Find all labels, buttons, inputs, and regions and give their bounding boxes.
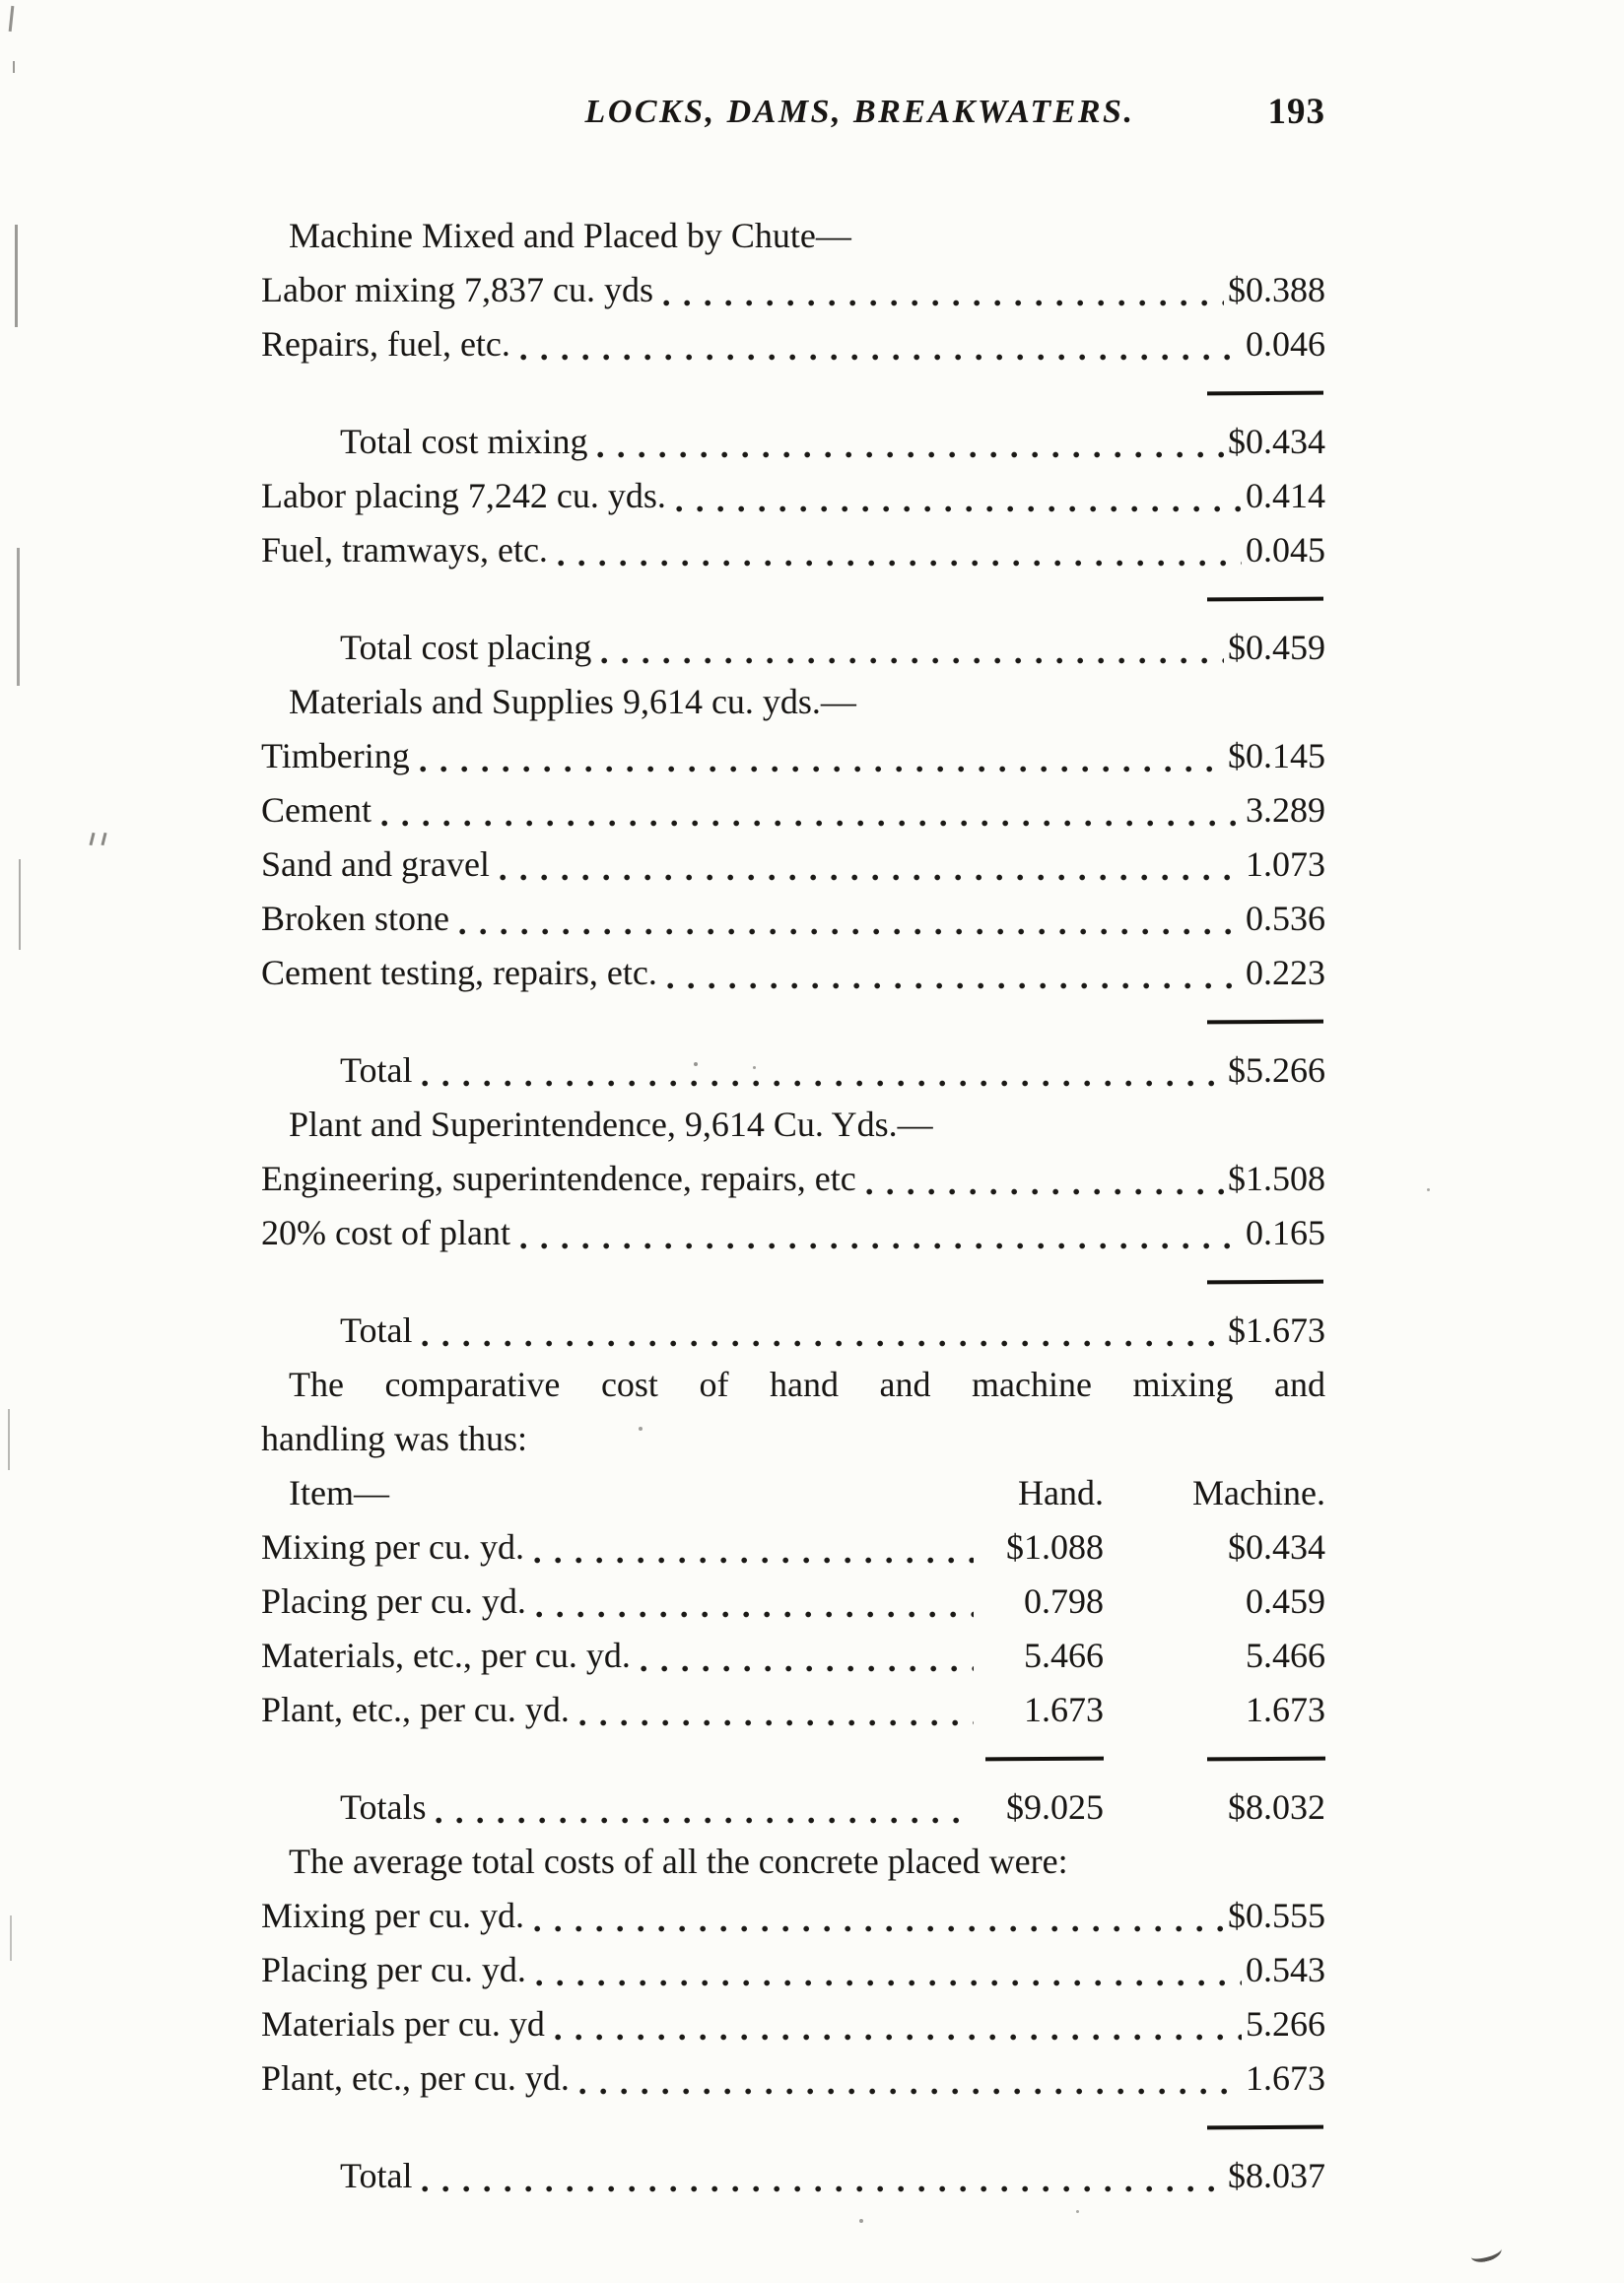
scan-speck: [753, 1066, 756, 1069]
machine-value: 1.673: [1246, 1690, 1325, 1729]
dot-leader: [420, 766, 1224, 772]
hand-value: 1.673: [1024, 1690, 1104, 1729]
column-header-hand: Hand.: [1018, 1473, 1104, 1512]
dot-leader: [641, 1665, 974, 1672]
row-value: 1.673: [1246, 2058, 1325, 2098]
dot-leader: [866, 1188, 1224, 1195]
avg-row-placing: [261, 1943, 1325, 1997]
row-fuel-tramways: [261, 523, 1325, 577]
row-label: Materials per cu. yd: [261, 2004, 545, 2044]
column-header-machine: Machine.: [1192, 1473, 1325, 1512]
dot-leader: [558, 560, 1242, 567]
dot-leader: [579, 2088, 1242, 2095]
row-value: 0.165: [1246, 1213, 1325, 1252]
sum-rule-row: [261, 1737, 1325, 1780]
dot-leader: [601, 657, 1224, 664]
dot-leader: [667, 982, 1242, 989]
row-label: 20% cost of plant: [261, 1213, 510, 1252]
row-total-cost-placing: [261, 621, 1325, 675]
dot-leader: [520, 354, 1242, 361]
scan-speck: [1076, 2210, 1079, 2213]
sum-rule: [1207, 1280, 1323, 1285]
row-value: $8.037: [1228, 2156, 1325, 2195]
row-label: Cement: [261, 790, 372, 830]
row-label: Fuel, tramways, etc.: [261, 530, 548, 570]
scan-artifact: [13, 61, 15, 73]
page-header: [261, 87, 1325, 138]
sum-rule-hand: [985, 1757, 1104, 1762]
machine-value: 5.466: [1246, 1636, 1325, 1675]
row-value: 0.414: [1246, 476, 1325, 515]
row-label: Plant, etc., per cu. yd.: [261, 1690, 570, 1729]
page-number: 193: [1267, 92, 1325, 132]
row-label: Mixing per cu. yd.: [261, 1896, 524, 1935]
row-label: Labor placing 7,242 cu. yds.: [261, 476, 666, 515]
row-label: Placing per cu. yd.: [261, 1581, 526, 1621]
scan-artifact: [17, 548, 20, 686]
machine-total: $8.032: [1228, 1787, 1325, 1827]
dot-leader: [536, 1611, 974, 1618]
scan-artifact: [9, 6, 15, 32]
dot-leader: [436, 1817, 974, 1824]
row-label: Repairs, fuel, etc.: [261, 324, 510, 364]
dot-leader: [555, 2034, 1242, 2041]
row-total-plant: [261, 1304, 1325, 1358]
sum-rule-machine: [1207, 1757, 1325, 1762]
scan-speck: [859, 2219, 863, 2223]
scan-artifact: [89, 833, 95, 845]
cost-statement: [261, 209, 1325, 2203]
row-value: $0.434: [1228, 422, 1325, 461]
hand-value: 0.798: [1024, 1581, 1104, 1621]
dot-leader: [422, 1080, 1224, 1087]
machine-value: $0.434: [1228, 1527, 1325, 1567]
row-value: 0.045: [1246, 530, 1325, 570]
dot-leader: [676, 505, 1242, 512]
dot-leader: [534, 1925, 1224, 1932]
dot-leader: [520, 1242, 1242, 1249]
row-value: 0.543: [1246, 1950, 1325, 1989]
comparison-header-row: [261, 1466, 1325, 1520]
row-label: Total cost mixing: [340, 422, 588, 461]
hand-total: $9.025: [1006, 1787, 1104, 1827]
row-value: $0.555: [1228, 1896, 1325, 1935]
row-repairs-fuel: [261, 317, 1325, 371]
row-value: $0.459: [1228, 628, 1325, 667]
dot-leader: [597, 451, 1224, 458]
row-total-cost-mixing: [261, 415, 1325, 469]
comparison-totals-row: [261, 1780, 1325, 1835]
scan-artifact: [8, 1409, 10, 1470]
section-heading-machine-mixed: Machine Mixed and Placed by Chute—: [289, 216, 851, 255]
row-label: Mixing per cu. yd.: [261, 1527, 524, 1567]
sum-rule: [1207, 597, 1323, 602]
row-label: Timbering: [261, 736, 410, 775]
row-label: Broken stone: [261, 899, 449, 938]
comparison-paragraph-line1: The comparative cost of hand and machine mixing and: [289, 1365, 1325, 1404]
row-value: $1.673: [1228, 1310, 1325, 1350]
scan-pen-mark: [1468, 2241, 1503, 2264]
row-sand-gravel: [261, 838, 1325, 892]
dot-leader: [422, 2185, 1224, 2192]
row-value: $0.145: [1228, 736, 1325, 775]
averages-paragraph: The average total costs of all the concrete placed were:: [289, 1842, 1068, 1881]
row-label: Sand and gravel: [261, 844, 490, 884]
row-label: Plant, etc., per cu. yd.: [261, 2058, 570, 2098]
comparison-row-plant: [261, 1683, 1325, 1737]
comparison-paragraph-line2: handling was thus:: [261, 1419, 527, 1458]
dot-leader: [663, 300, 1224, 306]
row-value: 0.223: [1246, 953, 1325, 992]
sum-rule: [1207, 391, 1323, 396]
dot-leader: [422, 1340, 1224, 1347]
row-label: Cement testing, repairs, etc.: [261, 953, 657, 992]
sum-rule-row: [261, 1000, 1325, 1043]
sum-rule: [1207, 2125, 1323, 2130]
row-label: Total: [340, 1310, 413, 1350]
scan-artifact: [19, 859, 21, 950]
sum-rule-row: [261, 1260, 1325, 1304]
dot-leader: [534, 1557, 974, 1564]
row-value: $5.266: [1228, 1050, 1325, 1090]
comparison-row-materials: [261, 1629, 1325, 1683]
section-heading-materials: Materials and Supplies 9,614 cu. yds.—: [289, 682, 856, 721]
row-engineering: [261, 1152, 1325, 1206]
row-label: Engineering, superintendence, repairs, etc: [261, 1159, 856, 1198]
row-labor-mixing: [261, 263, 1325, 317]
dot-leader: [579, 1719, 974, 1726]
row-label: Total: [340, 1050, 413, 1090]
row-plant-cost: [261, 1206, 1325, 1260]
row-value: 0.046: [1246, 324, 1325, 364]
row-cement: [261, 783, 1325, 838]
scan-speck: [639, 1427, 643, 1431]
avg-row-mixing: [261, 1889, 1325, 1943]
row-value: $0.388: [1228, 270, 1325, 309]
scan-artifact: [101, 833, 106, 845]
avg-row-materials: [261, 1997, 1325, 2051]
scan-artifact: [15, 225, 18, 327]
hand-value: $1.088: [1006, 1527, 1104, 1567]
running-title: LOCKS, DAMS, BREAKWATERS.: [584, 94, 1135, 130]
sum-rule-row: [261, 577, 1325, 621]
sum-rule-row: [261, 2106, 1325, 2149]
row-label: Placing per cu. yd.: [261, 1950, 526, 1989]
row-total-materials: [261, 1043, 1325, 1098]
comparison-row-mixing: [261, 1520, 1325, 1575]
row-label: Totals: [340, 1787, 427, 1827]
comparison-row-placing: [261, 1575, 1325, 1629]
sum-rule-row: [261, 371, 1325, 415]
row-label: Materials, etc., per cu. yd.: [261, 1636, 631, 1675]
hand-value: 5.466: [1024, 1636, 1104, 1675]
row-value: 1.073: [1246, 844, 1325, 884]
row-value: $1.508: [1228, 1159, 1325, 1198]
comparison-item-label: Item—: [289, 1473, 389, 1512]
row-grand-total: [261, 2149, 1325, 2203]
row-value: 3.289: [1246, 790, 1325, 830]
dot-leader: [536, 1980, 1242, 1986]
row-value: 0.536: [1246, 899, 1325, 938]
sum-rule: [1207, 1020, 1323, 1025]
scan-speck: [1427, 1188, 1430, 1191]
section-heading-plant: Plant and Superintendence, 9,614 Cu. Yds.—: [289, 1105, 933, 1144]
row-label: Total cost placing: [340, 628, 592, 667]
row-label: Total: [340, 2156, 413, 2195]
row-broken-stone: [261, 892, 1325, 946]
row-cement-testing: [261, 946, 1325, 1000]
dot-leader: [459, 928, 1242, 935]
machine-value: 0.459: [1246, 1581, 1325, 1621]
dot-leader: [381, 820, 1242, 827]
row-label: Labor mixing 7,837 cu. yds: [261, 270, 653, 309]
scan-artifact: [10, 1915, 12, 1961]
scan-speck: [694, 1062, 698, 1066]
row-value: 5.266: [1246, 2004, 1325, 2044]
dot-leader: [500, 874, 1242, 881]
row-labor-placing: [261, 469, 1325, 523]
row-timbering: [261, 729, 1325, 783]
avg-row-plant: [261, 2051, 1325, 2106]
